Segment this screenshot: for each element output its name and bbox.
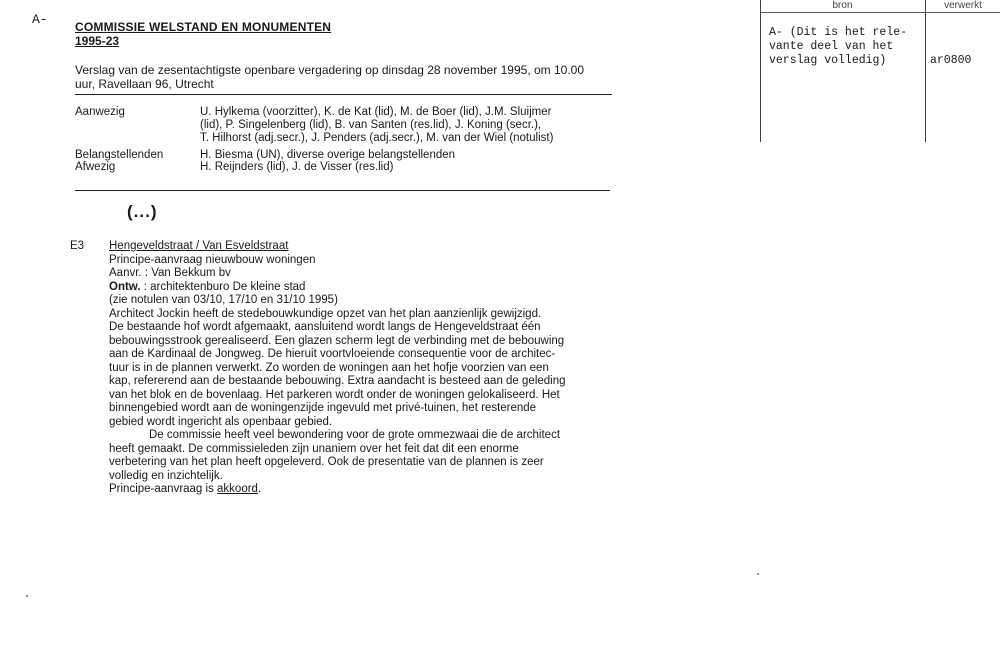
designer-value: : architektenburo De kleine stad (143, 280, 306, 293)
stakeholders-value: H. Biesma (UN), diverse overige belangstellenden (200, 149, 456, 161)
item-block (109, 240, 566, 497)
item-applicant (109, 267, 566, 281)
omission-marker: (...) (127, 202, 158, 221)
opinion-line: verbetering van het plan heeft opgeleverd. Ook de presentatie van de plannen is zeer (109, 456, 544, 468)
body-line: Architect Jockin heeft de stedebouwkundige opzet van het plan aanzienlijk gewijzigd. (109, 307, 542, 320)
body-line: gebied wordt ingericht als openbaar gebied. (109, 415, 333, 428)
margin-mark: A- (32, 12, 48, 27)
document-title: COMMISSIE WELSTAND EN MONUMENTEN (75, 20, 332, 34)
opinion-line: volledig en inzichtelijk. (109, 469, 223, 482)
applicant-value: : Van Bekkum bv (144, 267, 231, 279)
conclusion-suffix: . (257, 483, 262, 495)
subtitle-line: Verslag van de zesentachtigste openbare vergadering op dinsdag 28 november 1995, om 10.00 (75, 63, 585, 77)
source-note (769, 26, 907, 68)
side-table-left-border (760, 0, 761, 142)
item-title: Hengeveldstraat / Van Esveldstraat (109, 240, 289, 252)
header-divider (75, 94, 612, 95)
conclusion-prefix: Principe-aanvraag is (109, 483, 218, 495)
body-line: aan de Kardinaal de Jongweg. De hieruit voortvloeiende consequentie voor de architec- (109, 348, 556, 360)
present-line: T. Hilhorst (adj.secr.), J. Penders (adj.secr.), M. van der Wiel (notulist) (200, 132, 554, 144)
source-note-line: A- (Dit is het rele- (769, 26, 908, 39)
present-label: Aanwezig (75, 106, 125, 118)
item-designer (109, 281, 566, 295)
designer-label: Ontw. (109, 280, 141, 293)
present-line: U. Hylkema (voorzitter), K. de Kat (lid), M. de Boer (lid), J.M. Sluijmer (200, 106, 552, 118)
source-note-line: verslag volledig) (769, 54, 887, 67)
body-line: tuur is in de plannen verwerkt. Zo worden de woningen aan het hofje voorzien van een (109, 361, 549, 374)
absent-value: H. Reijnders (lid), J. de Visser (res.lid) (200, 161, 394, 173)
present-list (200, 106, 553, 145)
body-line: van het blok en de bovenlaag. Het parkeren wordt onder de woningen gelokaliseerd. Het (109, 388, 560, 401)
opinion-line: heeft gemaakt. De commissieleden zijn unaniem over het feit dat dit een enorme (109, 442, 519, 455)
source-note-line: vante deel van het (769, 40, 894, 53)
column-header-verwerkt: verwerkt (944, 0, 982, 11)
item-reference: (zie notulen van 03/10, 17/10 en 31/10 1995) (109, 294, 338, 306)
column-header-bron: bron (832, 0, 853, 11)
opinion-line: De commissie heeft veel bewondering voor de grote ommezwaai die de architect (149, 429, 561, 441)
document-number: 1995-23 (75, 34, 120, 48)
processed-code: ar0800 (930, 54, 972, 67)
side-table-mid-border (925, 0, 926, 142)
absent-label: Afwezig (75, 161, 116, 173)
side-table-top-border (760, 12, 1000, 13)
body-line: kap, refererend aan de bestaande bebouwing. Extra aandacht is besteed aan de geleding (109, 375, 566, 387)
subtitle-line: uur, Ravellaan 96, Utrecht (75, 77, 214, 91)
present-line: (lid), P. Singelenberg (lid), B. van Santen (res.lid), J. Koning (secr.), (200, 119, 542, 131)
applicant-label: Aanvr. (109, 267, 142, 279)
body-line: bebouwingsstrook gerealiseerd. Een glazen scherm legt de verbinding met de bebouwing (109, 334, 565, 347)
conclusion (109, 483, 566, 497)
stakeholders-label: Belangstellenden (75, 149, 164, 161)
scan-speck (26, 595, 28, 597)
body-line: De bestaande hof wordt afgemaakt, aansluitend wordt langs de Hengeveldstraat één (109, 321, 541, 333)
document-subtitle (75, 63, 584, 91)
scan-speck (757, 573, 759, 575)
item-subtitle: Principe-aanvraag nieuwbouw woningen (109, 253, 316, 266)
item-code: E3 (70, 240, 85, 252)
attendance-divider (75, 190, 610, 191)
body-line: binnengebied wordt aan de woningenzijde ingevuld met privé-tuinen, het resterende (109, 402, 537, 414)
conclusion-value: akkoord (217, 483, 258, 495)
